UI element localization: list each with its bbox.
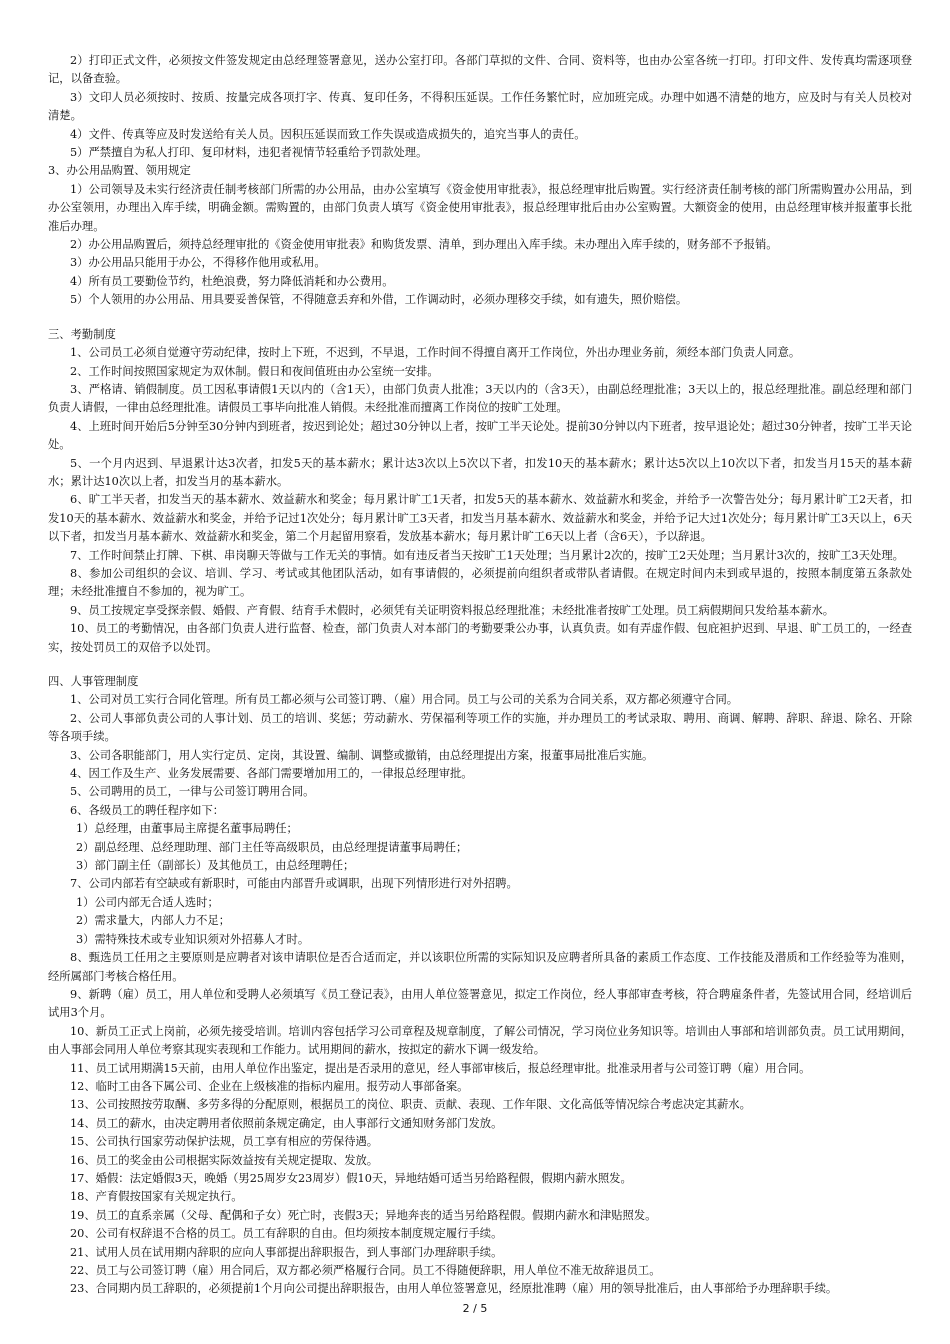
list-item: 2、工作时间按照国家规定为双休制。假日和夜间值班由办公室统一安排。 <box>70 364 439 378</box>
paragraph: 5）个人领用的办公用品、用具要妥善保管，不得随意丢弃和外借，工作调动时，必须办理移交手续，如有遗失，照价赔偿。 <box>70 293 688 307</box>
spacer <box>48 657 912 673</box>
paragraph: 2）打印正式文件，必须按文件签发规定由总经理签署意见，送办公室打印。各部门草拟的文件、合同、资料等，也由办公室各统一打印。打印文件、发传真均需逐项登记，以备查验。 <box>48 54 912 86</box>
list-item: 7、公司内部若有空缺或有新职时，可能由内部晋升或调职，出现下列情形进行对外招聘。 <box>70 877 518 891</box>
paragraph: 2）办公用品购置后，须持总经理审批的《资金使用审批表》和购货发票、清单，到办理出入库手续。未办理出入库手续的，财务部不予报销。 <box>70 238 778 252</box>
paragraph: 1）公司领导及未实行经济责任制考核部门所需的办公用品，由办公室填写《资金使用审批表》，报总经理审批后购置。实行经济责任制考核的部门所需购置办公用品，到办公室领用，办理出入库手续，明确金额。需购置的，由部门负责人填写《资金使用审批表》，报总经理审批后由办公室购置。大额资金的使用，由总经理审核并报董事长批准后办理。 <box>48 182 912 233</box>
list-item: 5、公司聘用的员工，一律与公司签订聘用合同。 <box>70 785 315 799</box>
list-item: 10、新员工正式上岗前，必须先接受培训。培训内容包括学习公司章程及规章制度，了解公司情况，学习岗位业务知识等。培训由人事部和培训部负责。员工试用期间，由人事部会同用人单位考察其现实表现和工作能力。试用期间的薪水，按拟定的薪水下调一级发给。 <box>48 1024 912 1057</box>
sub-list-item: 1）公司内部无合适人选时； <box>76 895 219 909</box>
list-item: 17、婚假：法定婚假3天，晚婚（男25周岁女23周岁）假10天，异地结婚可适当另给路程假，假期内薪水照发。 <box>70 1171 632 1185</box>
sub-list-item: 3）部门副主任（副部长）及其他员工，由总经理聘任； <box>76 859 355 873</box>
list-item: 15、公司执行国家劳动保护法规，员工享有相应的劳保待遇。 <box>70 1135 379 1149</box>
list-item: 13、公司按照按劳取酬、多劳多得的分配原则，根据员工的岗位、职责、贡献、表现、工作年限、文化高低等情况综合考虑决定其薪水。 <box>70 1098 751 1112</box>
section-heading: 四、人事管理制度 <box>48 675 139 688</box>
section-heading: 三、考勤制度 <box>48 327 116 341</box>
list-item: 16、员工的奖金由公司根据实际效益按有关规定提取、发放。 <box>70 1153 379 1167</box>
list-item: 6、旷工半天者，扣发当天的基本薪水、效益薪水和奖金；每月累计旷工1天者，扣发5天的基本薪水、效益薪水和奖金，并给予一次警告处分；每月累计旷工2天者，扣发10天的基本薪水、效益薪水和奖金，并给予记过1次处分；每月累计旷工3天者，扣发当月基本薪水、效益薪水和奖金，并给予记大过1次处分；每月累计旷工3天以上，6天以下者，扣发当月基本薪水、效益薪水和奖金，第二个月起留用察看，发放基本薪水；每月累计旷工6天以上者（含6天），予以辞退。 <box>48 493 912 544</box>
list-item: 3、严格请、销假制度。员工因私事请假1天以内的（含1天），由部门负责人批准；3天以内的（含3天），由副总经理批准；3天以上的，报总经理批准。副总经理和部门负责人请假，一律由总经理批准。请假员工事毕向批准人销假。未经批准而擅离工作岗位的按旷工处理。 <box>48 382 912 415</box>
paragraph: 3）文印人员必须按时、按质、按量完成各项打字、传真、复印任务，不得积压延误。工作任务繁忙时，应加班完成。办理中如遇不清楚的地方，应及时与有关人员校对清楚。 <box>48 90 912 123</box>
sub-list-item: 2）副总经理、总经理助理、部门主任等高级职员，由总经理提请董事局聘任； <box>76 840 468 854</box>
list-item: 21、试用人员在试用期内辞职的应向人事部提出辞职报告，到人事部门办理辞职手续。 <box>70 1245 503 1259</box>
list-item: 11、员工试用期满15天前，由用人单位作出鉴定，提出是否录用的意见，经人事部审核后，报总经理审批。批准录用者与公司签订聘（雇）用合同。 <box>70 1061 811 1075</box>
paragraph: 4）文件、传真等应及时发送给有关人员。因积压延误而致工作失误或造成损失的，追究当事人的责任。 <box>70 127 586 141</box>
list-item: 22、员工与公司签订聘（雇）用合同后，双方都必须严格履行合同。员工不得随便辞职，用人单位不准无故辞退员工。 <box>70 1264 661 1277</box>
list-item: 4、因工作及生产、业务发展需要、各部门需要增加用工的，一律报总经理审批。 <box>70 767 473 781</box>
list-item: 9、新聘（雇）员工，用人单位和受聘人必须填写《员工登记表》，由用人单位签署意见，拟定工作岗位，经人事部审查考核，符合聘雇条件者，先签试用合同，经培训后试用3个月。 <box>48 987 912 1020</box>
list-item: 5、一个月内迟到、早退累计达3次者，扣发5天的基本薪水；累计达3次以上5次以下者，扣发10天的基本薪水；累计达5次以上10次以下者，扣发当月15天的基本薪水；累计达10次以上者，扣发当月的基本薪水。 <box>48 456 912 488</box>
section-heading: 3、办公用品购置、领用规定 <box>48 164 191 178</box>
sub-list-item: 1）总经理，由董事局主席提名董事局聘任； <box>76 822 298 836</box>
list-item: 12、临时工由各下属公司、企业在上级核准的指标内雇用。报劳动人事部备案。 <box>70 1079 469 1093</box>
list-item: 3、公司各职能部门，用人实行定员、定岗，其设置、编制、调整或撤销，由总经理提出方案，报董事局批准后实施。 <box>70 748 654 762</box>
paragraph: 3）办公用品只能用于办公，不得移作他用或私用。 <box>70 256 326 270</box>
paragraph: 5）严禁擅自为私人打印、复印材料，违犯者视情节轻重给予罚款处理。 <box>70 146 428 160</box>
list-item: 10、员工的考勤情况，由各部门负责人进行监督、检查，部门负责人对本部门的考勤要秉公办事，认真负责。如有弄虚作假、包庇袒护迟到、早退、旷工员工的，一经查实，按处罚员工的双倍予以处罚。 <box>48 622 912 654</box>
spacer <box>48 310 912 326</box>
list-item: 8、甄选员工任用之主要原则是应聘者对该申请职位是否合适而定，并以该职位所需的实际知识及应聘者所具备的素质工作态度、工作技能及潜质和工作经验等为准则，经所属部门考核合格任用。 <box>48 951 912 983</box>
document-page <box>48 52 912 1299</box>
paragraph: 4）所有员工要勤俭节约，杜绝浪费，努力降低消耗和办公费用。 <box>70 274 394 288</box>
list-item: 19、员工的直系亲属（父母、配偶和子女）死亡时，丧假3天；异地奔丧的适当另给路程假。假期内薪水和津贴照发。 <box>70 1208 657 1222</box>
list-item: 8、参加公司组织的会议、培训、学习、考试或其他团队活动，如有事请假的，必须提前向组织者或带队者请假。在规定时间内未到或早退的，按照本制度第五条款处理；未经批准擅自不参加的，视为旷工。 <box>48 566 912 599</box>
list-item: 18、产育假按国家有关规定执行。 <box>70 1190 243 1204</box>
list-item: 6、各级员工的聘任程序如下： <box>70 803 225 817</box>
list-item: 7、工作时间禁止打牌、下棋、串岗聊天等做与工作无关的事情。如有违反者当天按旷工1天处理；当月累计2次的，按旷工2天处理；当月累计3次的，按旷工3天处理。 <box>70 548 904 562</box>
list-item: 4、上班时间开始后5分钟至30分钟内到班者，按迟到论处；超过30分钟以上者，按旷工半天论处。提前30分钟以内下班者，按早退论处；超过30分钟者，按旷工半天论处。 <box>48 419 912 452</box>
list-item: 14、员工的薪水，由决定聘用者依照前条规定确定，由人事部行文通知财务部门发放。 <box>70 1116 503 1130</box>
list-item: 23、合同期内员工辞职的，必须提前1个月向公司提出辞职报告，由用人单位签署意见，经原批准聘（雇）用的领导批准后，由人事部给予办理辞职手续。 <box>70 1282 838 1296</box>
list-item: 1、公司员工必须自觉遵守劳动纪律，按时上下班，不迟到，不早退，工作时间不得擅自离开工作岗位，外出办理业务前，须经本部门负责人同意。 <box>70 346 801 360</box>
list-item: 9、员工按规定享受探亲假、婚假、产育假、结育手术假时，必须凭有关证明资料报总经理批准；未经批准者按旷工处理。员工病假期间只发给基本薪水。 <box>70 603 835 617</box>
list-item: 1、公司对员工实行合同化管理。所有员工都必须与公司签订聘、（雇）用合同。员工与公司的关系为合同关系，双方都必须遵守合同。 <box>70 693 739 707</box>
sub-list-item: 3）需特殊技术或专业知识须对外招募人才时。 <box>76 932 310 946</box>
list-item: 2、公司人事部负责公司的人事计划、员工的培训、奖惩；劳动薪水、劳保福利等项工作的实施，并办理员工的考试录取、聘用、商调、解聘、辞职、辞退、除名、开除等各项手续。 <box>48 711 912 744</box>
page-number: 2 / 5 <box>462 1302 488 1315</box>
sub-list-item: 2）需求量大，内部人力不足； <box>76 914 231 928</box>
list-item: 20、公司有权辞退不合格的员工。员工有辞职的自由。但均须按本制度规定履行手续。 <box>70 1227 503 1241</box>
